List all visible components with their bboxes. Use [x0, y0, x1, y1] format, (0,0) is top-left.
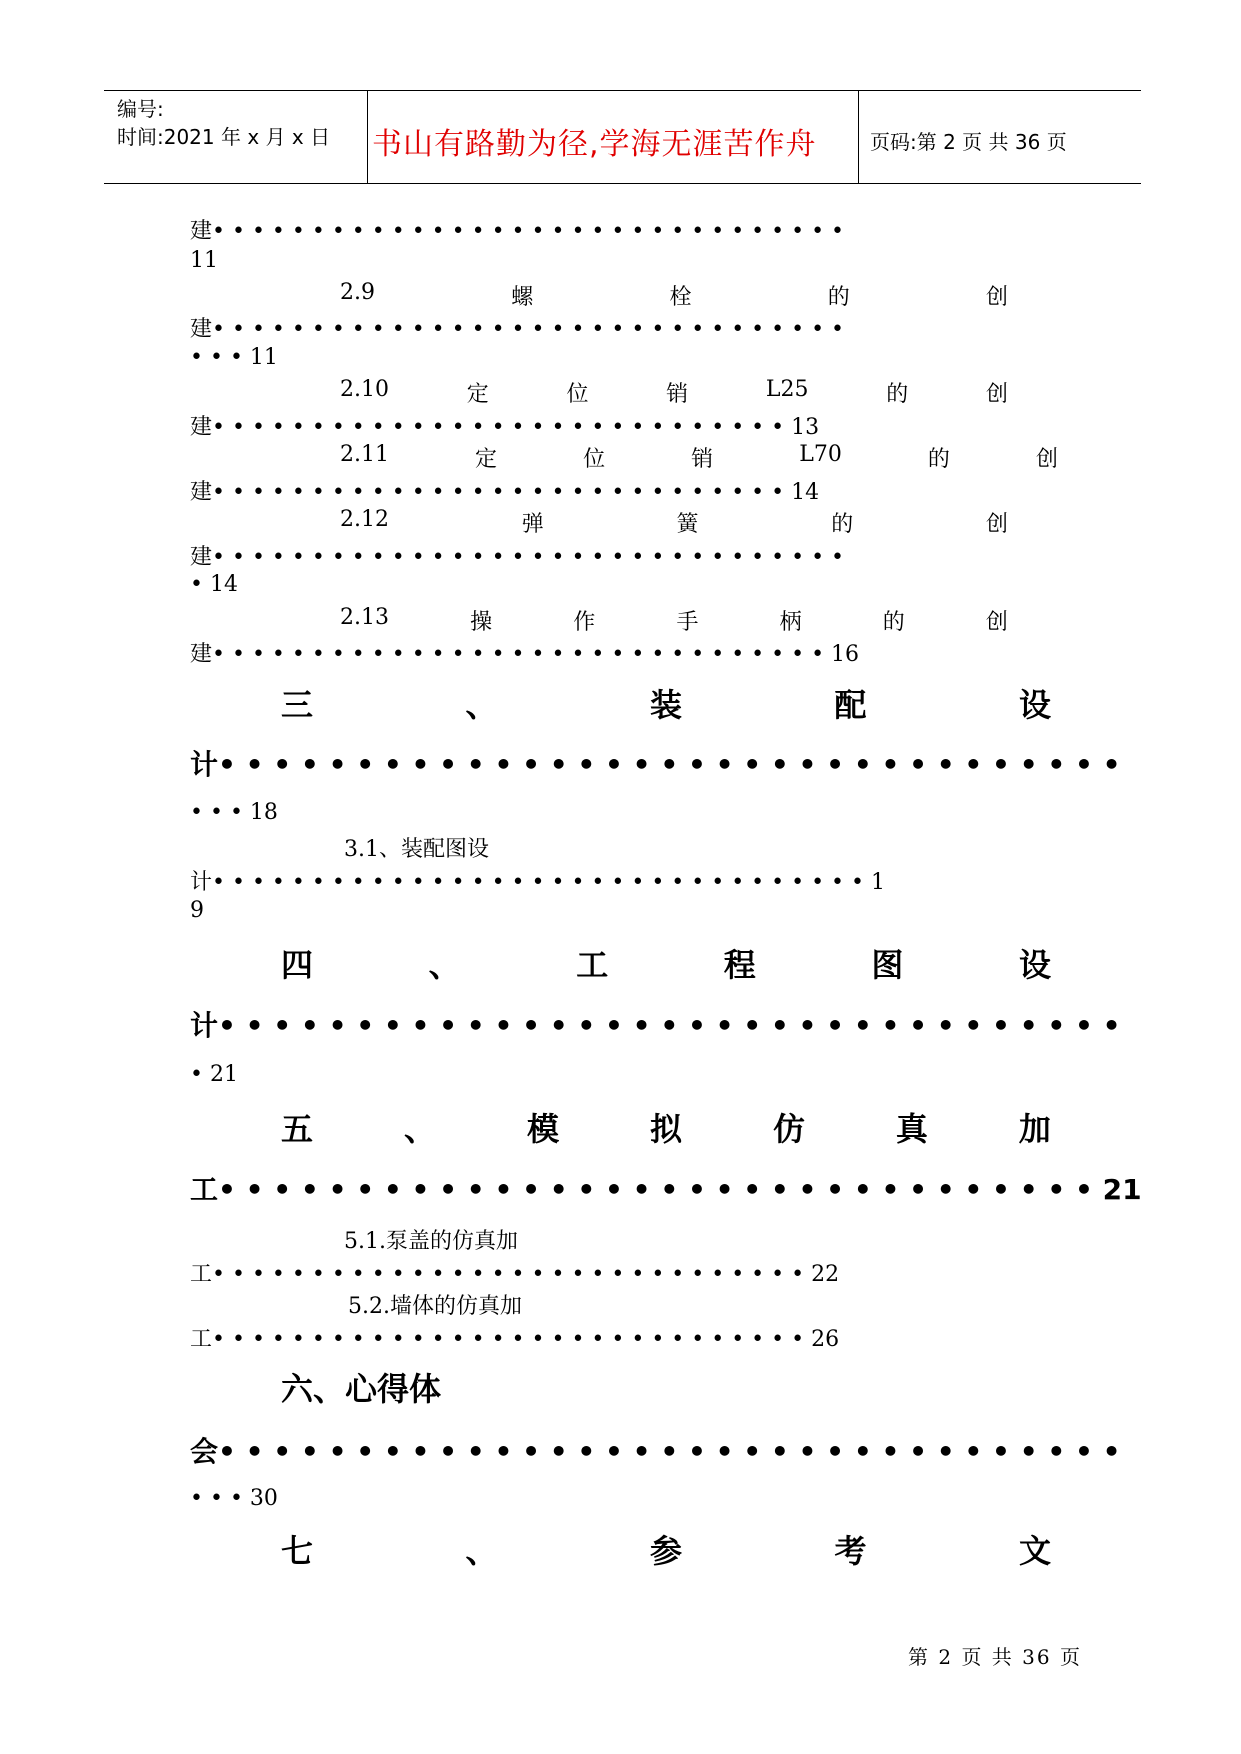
toc-chapter-4 — [281, 940, 1051, 986]
toc-entry-word: L25 — [765, 377, 809, 402]
toc-entry-word: L70 — [799, 442, 842, 467]
toc-page-number: 9 — [190, 898, 204, 923]
toc-chapter-5 — [281, 1104, 1051, 1150]
toc-entry-word: 的 — [831, 512, 854, 537]
toc-line: 建• • • • • • • • • • • • • • • • • • • • • • • • • • • • • • • 16 — [190, 642, 860, 667]
toc-line: 建• • • • • • • • • • • • • • • • • • • • • • • • • • • • • 13 — [190, 415, 820, 440]
toc-chapter-7 — [281, 1526, 1051, 1572]
toc-page-number: 11 — [190, 248, 218, 273]
toc-chapter-word: 配 — [834, 686, 867, 724]
toc-entry-word: 的 — [927, 447, 950, 472]
toc-entry-word: 销 — [691, 447, 714, 472]
toc-entry-2-9 — [340, 280, 1008, 311]
toc-entry-word: 位 — [566, 382, 589, 407]
toc-chapter-word: 模 — [526, 1110, 559, 1148]
toc-line: 计• • • • • • • • • • • • • • • • • • • • • • • • • • • • • • • • • 1 — [190, 870, 885, 895]
toc-entry-word: 创 — [1035, 447, 1058, 472]
toc-chapter-word: 参 — [649, 1532, 682, 1570]
toc-entry-word: 的 — [882, 610, 905, 635]
toc-chapter-word: 、 — [465, 1532, 498, 1570]
toc-chapter-word: 加 — [1018, 1110, 1051, 1148]
toc-chapter-word: 设 — [1018, 686, 1051, 724]
toc-entry-word: 2.13 — [340, 605, 389, 630]
toc-chapter-3 — [281, 680, 1051, 726]
toc-entry-3-1: 3.1、装配图设 — [344, 837, 489, 862]
toc-chapter-word: 真 — [895, 1110, 928, 1148]
header-time-label: 时间:2021 年 x 月 x 日 — [117, 125, 331, 149]
toc-entry-word: 簧 — [676, 512, 699, 537]
toc-chapter-word: 拟 — [649, 1110, 682, 1148]
toc-entry-word: 创 — [985, 382, 1008, 407]
toc-entry-word: 创 — [985, 610, 1008, 635]
toc-chapter-word: 仿 — [772, 1110, 805, 1148]
toc-entry-word: 2.12 — [340, 507, 389, 532]
toc-chapter-word: 文 — [1018, 1532, 1051, 1570]
toc-entry-word: 手 — [676, 610, 699, 635]
header-divider-left — [367, 90, 368, 184]
toc-chapter-word: 五 — [281, 1110, 314, 1148]
toc-chapter-6: 六、心得体 — [281, 1370, 442, 1408]
toc-entry-word: 销 — [666, 382, 689, 407]
toc-line: 会• • • • • • • • • • • • • • • • • • • • • • • • • • • • • • • • • — [190, 1435, 1121, 1468]
toc-entry-word: 2.9 — [340, 280, 375, 305]
toc-entry-2-13 — [340, 605, 1008, 636]
toc-line: 工• • • • • • • • • • • • • • • • • • • • • • • • • • • • • • 26 — [190, 1327, 840, 1352]
toc-entry-2-10 — [340, 377, 1008, 408]
toc-chapter-word: 、 — [428, 946, 461, 984]
toc-entry-word: 2.11 — [340, 442, 389, 467]
toc-line: 计• • • • • • • • • • • • • • • • • • • • • • • • • • • • • • • • • — [190, 748, 1121, 781]
toc-entry-word: 2.10 — [340, 377, 389, 402]
header-top-rule — [104, 90, 1141, 91]
toc-chapter-word: 工 — [576, 946, 609, 984]
toc-entry-word: 创 — [985, 285, 1008, 310]
toc-chapter-word: 、 — [403, 1110, 436, 1148]
page-footer: 第 2 页 共 36 页 — [908, 1645, 1082, 1669]
toc-chapter-word: 、 — [465, 686, 498, 724]
toc-line: 工• • • • • • • • • • • • • • • • • • • • • • • • • • • • • • 22 — [190, 1262, 840, 1287]
toc-line: 建• • • • • • • • • • • • • • • • • • • • • • • • • • • • • 14 — [190, 480, 820, 505]
toc-entry-word: 操 — [470, 610, 493, 635]
toc-page-number: • 21 — [190, 1062, 238, 1087]
toc-chapter-word: 程 — [723, 946, 756, 984]
toc-entry-word: 栓 — [669, 285, 692, 310]
toc-entry-word: 的 — [886, 382, 909, 407]
toc-page-number: • • • 30 — [190, 1486, 278, 1511]
toc-line: 建• • • • • • • • • • • • • • • • • • • • • • • • • • • • • • • • — [190, 219, 845, 244]
header-motto: 书山有路勤为径,学海无涯苦作舟 — [372, 127, 817, 162]
toc-chapter-word: 三 — [281, 686, 314, 724]
toc-entry-word: 螺 — [511, 285, 534, 310]
toc-chapter-word: 考 — [834, 1532, 867, 1570]
toc-line: 建• • • • • • • • • • • • • • • • • • • • • • • • • • • • • • • • — [190, 317, 845, 342]
toc-chapter-word: 装 — [649, 686, 682, 724]
toc-entry-2-11 — [340, 442, 1058, 473]
toc-page-number: • 14 — [190, 572, 238, 597]
toc-chapter-word: 四 — [281, 946, 314, 984]
toc-chapter-word: 设 — [1018, 946, 1051, 984]
toc-entry-2-12 — [340, 507, 1008, 538]
toc-page-number: • • • 18 — [190, 800, 278, 825]
toc-chapter-word: 七 — [281, 1532, 314, 1570]
header-page-label: 页码:第 2 页 共 36 页 — [870, 130, 1067, 154]
toc-line: 建• • • • • • • • • • • • • • • • • • • • • • • • • • • • • • • • — [190, 545, 845, 570]
toc-entry-word: 柄 — [779, 610, 802, 635]
toc-entry-5-1: 5.1.泵盖的仿真加 — [344, 1229, 518, 1254]
toc-entry-word: 定 — [466, 382, 489, 407]
toc-entry-word: 的 — [827, 285, 850, 310]
toc-page-number: • • • 11 — [190, 345, 278, 370]
toc-entry-word: 作 — [573, 610, 596, 635]
toc-entry-word: 位 — [583, 447, 606, 472]
toc-line: 计• • • • • • • • • • • • • • • • • • • • • • • • • • • • • • • • • — [190, 1009, 1121, 1042]
toc-entry-word: 创 — [985, 512, 1008, 537]
toc-line: 工• • • • • • • • • • • • • • • • • • • • • • • • • • • • • • • • 21 — [190, 1173, 1142, 1206]
header-bottom-rule — [104, 183, 1141, 184]
toc-entry-word: 弹 — [521, 512, 544, 537]
header-number-label: 编号: — [117, 97, 164, 121]
toc-chapter-word: 图 — [871, 946, 904, 984]
toc-entry-word: 定 — [475, 447, 498, 472]
toc-entry-5-2: 5.2.墙体的仿真加 — [348, 1294, 522, 1319]
